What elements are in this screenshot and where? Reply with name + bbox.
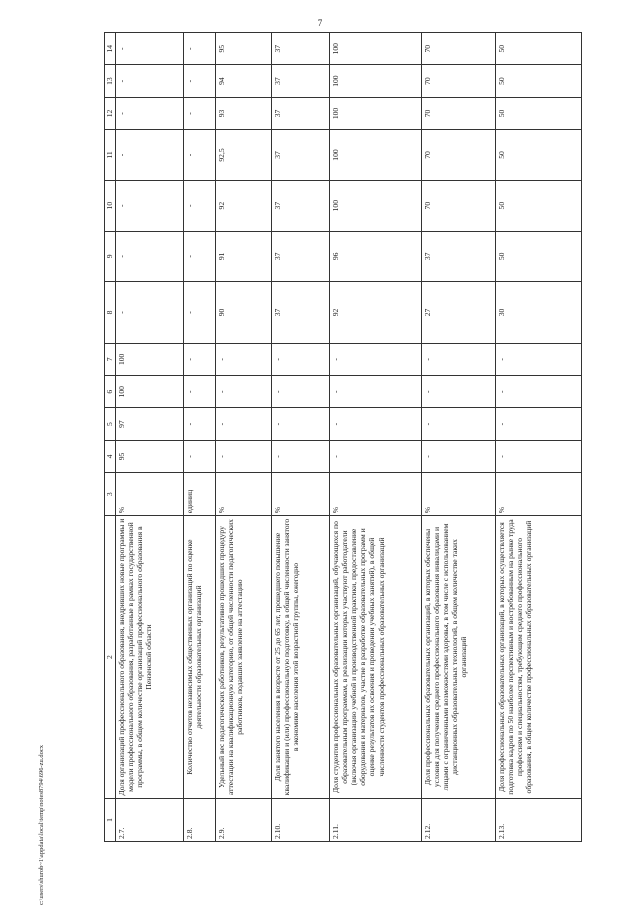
value-cell: 70 bbox=[422, 65, 496, 97]
indicator-name: Количество отчетов независимых общественных организаций по оценке деятельности образовательных организаций bbox=[184, 516, 216, 799]
row-index: 2.7. bbox=[116, 798, 184, 841]
value-cell: - bbox=[184, 65, 216, 97]
value-cell: 37 bbox=[272, 65, 330, 97]
rotated-table-container bbox=[104, 32, 540, 842]
value-cell: 90 bbox=[216, 282, 272, 343]
value-cell: - bbox=[216, 440, 272, 472]
value-cell: - bbox=[272, 440, 330, 472]
row-index: 2.13. bbox=[496, 798, 582, 841]
indicator-name: Удельный вес педагогических работников, результативно прошедших процедуру аттестации на квалификационную категорию, от общей численности педагогических работников, подавших заявление на аттестацию bbox=[216, 516, 272, 799]
value-cell: - bbox=[272, 343, 330, 375]
column-header: 4 bbox=[105, 440, 116, 472]
value-cell: 100 bbox=[330, 130, 422, 181]
table-row bbox=[116, 33, 184, 842]
value-cell: - bbox=[422, 376, 496, 408]
value-cell: - bbox=[184, 408, 216, 440]
value-cell: - bbox=[116, 33, 184, 65]
value-cell: 91 bbox=[216, 231, 272, 282]
value-cell: 37 bbox=[272, 97, 330, 129]
value-cell: - bbox=[184, 130, 216, 181]
value-cell: - bbox=[422, 343, 496, 375]
column-header: 2 bbox=[105, 516, 116, 799]
value-cell: - bbox=[116, 97, 184, 129]
unit-cell: % bbox=[272, 473, 330, 516]
value-cell: 95 bbox=[116, 440, 184, 472]
value-cell: - bbox=[184, 97, 216, 129]
table-row bbox=[272, 33, 330, 842]
unit-cell: % bbox=[116, 473, 184, 516]
value-cell: - bbox=[184, 180, 216, 231]
value-cell: 37 bbox=[422, 231, 496, 282]
column-header-row bbox=[105, 33, 116, 842]
table-row bbox=[422, 33, 496, 842]
value-cell: - bbox=[496, 408, 582, 440]
value-cell: 94 bbox=[216, 65, 272, 97]
value-cell: 37 bbox=[272, 33, 330, 65]
value-cell: 100 bbox=[116, 343, 184, 375]
value-cell: 100 bbox=[330, 33, 422, 65]
value-cell: - bbox=[116, 65, 184, 97]
value-cell: 27 bbox=[422, 282, 496, 343]
indicator-name: Доля профессиональных образовательных организаций, в которых обеспечены условия для получения среднего профессионального образования инвалидами и лицами с ограниченными возможностями здоровья, в том числе с использованием дистанционных образовательных технологий, в общем количестве таких организаций bbox=[422, 516, 496, 799]
unit-cell: % bbox=[216, 473, 272, 516]
page-number: 7 bbox=[317, 18, 323, 28]
value-cell: 93 bbox=[216, 97, 272, 129]
value-cell: 95 bbox=[216, 33, 272, 65]
value-cell: - bbox=[330, 408, 422, 440]
indicators-table bbox=[104, 32, 582, 842]
indicator-name: Доля студентов профессиональных образовательных организаций, обучающихся по образовательным программам, в реализации которых участвуют работодатели (включая организацию учебной и производственной практики, предоставление оборудования и материалов, участие в разработке образовательных программ и оценке результатов их освоения и проведении учебных занятий), в общей численности студентов профессиональных образовательных организаций bbox=[330, 516, 422, 799]
unit-cell: единиц bbox=[184, 473, 216, 516]
column-header: 3 bbox=[105, 473, 116, 516]
column-header: 10 bbox=[105, 180, 116, 231]
table-body bbox=[116, 33, 582, 842]
column-header: 6 bbox=[105, 376, 116, 408]
table-row bbox=[496, 33, 582, 842]
value-cell: 50 bbox=[496, 130, 582, 181]
value-cell: - bbox=[216, 343, 272, 375]
row-index: 2.10. bbox=[272, 798, 330, 841]
value-cell: - bbox=[116, 180, 184, 231]
value-cell: - bbox=[184, 440, 216, 472]
row-index: 2.11. bbox=[330, 798, 422, 841]
value-cell: 92 bbox=[330, 282, 422, 343]
value-cell: 70 bbox=[422, 130, 496, 181]
value-cell: - bbox=[496, 440, 582, 472]
value-cell: 100 bbox=[330, 65, 422, 97]
unit-cell: % bbox=[422, 473, 496, 516]
value-cell: 37 bbox=[272, 180, 330, 231]
value-cell: 70 bbox=[422, 180, 496, 231]
value-cell: - bbox=[496, 376, 582, 408]
column-header: 8 bbox=[105, 282, 116, 343]
row-index: 2.8. bbox=[184, 798, 216, 841]
value-cell: 37 bbox=[272, 231, 330, 282]
value-cell: 70 bbox=[422, 97, 496, 129]
indicator-name: Доля занятого населения в возрасте от 25 до 65 лет, прошедшего повышение квалификации и (или) профессиональную подготовку, в общей численности занятого в экономике населения этой возрастной группы, ежегодно bbox=[272, 516, 330, 799]
value-cell: - bbox=[422, 440, 496, 472]
value-cell: 50 bbox=[496, 97, 582, 129]
value-cell: - bbox=[216, 408, 272, 440]
value-cell: - bbox=[184, 282, 216, 343]
value-cell: - bbox=[116, 282, 184, 343]
value-cell: - bbox=[330, 440, 422, 472]
value-cell: - bbox=[216, 376, 272, 408]
value-cell: 100 bbox=[116, 376, 184, 408]
value-cell: - bbox=[330, 343, 422, 375]
unit-cell: % bbox=[496, 473, 582, 516]
table-row bbox=[184, 33, 216, 842]
value-cell: 100 bbox=[330, 97, 422, 129]
value-cell: - bbox=[116, 231, 184, 282]
value-cell: 50 bbox=[496, 33, 582, 65]
table-row bbox=[216, 33, 272, 842]
column-header: 14 bbox=[105, 33, 116, 65]
row-index: 2.9. bbox=[216, 798, 272, 841]
value-cell: 97 bbox=[116, 408, 184, 440]
value-cell: 70 bbox=[422, 33, 496, 65]
value-cell: 30 bbox=[496, 282, 582, 343]
indicator-name: Доля профессиональных образовательных организаций, в которых осуществляется подготовка кадров по 50 наиболее перспективным и востребованным на рынке труда профессиям и специальностям, требующим среднего профессионального образования, в общем количестве профессиональных образовательных организаций bbox=[496, 516, 582, 799]
value-cell: 92,5 bbox=[216, 130, 272, 181]
column-header: 7 bbox=[105, 343, 116, 375]
unit-cell: % bbox=[330, 473, 422, 516]
value-cell: 50 bbox=[496, 231, 582, 282]
value-cell: 92 bbox=[216, 180, 272, 231]
value-cell: - bbox=[272, 376, 330, 408]
file-path-footer: c:\users\shurob~1\appdata\local\temp\notes8794\696-zu.docx bbox=[38, 744, 45, 905]
table-row bbox=[330, 33, 422, 842]
value-cell: - bbox=[184, 343, 216, 375]
value-cell: - bbox=[272, 408, 330, 440]
row-index: 2.12. bbox=[422, 798, 496, 841]
column-header: 13 bbox=[105, 65, 116, 97]
value-cell: - bbox=[184, 231, 216, 282]
column-header: 9 bbox=[105, 231, 116, 282]
value-cell: 96 bbox=[330, 231, 422, 282]
column-header: 12 bbox=[105, 97, 116, 129]
column-header: 11 bbox=[105, 130, 116, 181]
value-cell: - bbox=[330, 376, 422, 408]
value-cell: 50 bbox=[496, 180, 582, 231]
indicator-name: Доля организаций профессионального образования, внедривших новые программы и модели профессионального образования, разработанные в рамках государственной программы, в общем количестве организаций профессионального образования в Пензенской области bbox=[116, 516, 184, 799]
value-cell: 37 bbox=[272, 282, 330, 343]
value-cell: - bbox=[184, 376, 216, 408]
column-header: 5 bbox=[105, 408, 116, 440]
column-header: 1 bbox=[105, 798, 116, 841]
value-cell: - bbox=[496, 343, 582, 375]
value-cell: - bbox=[184, 33, 216, 65]
value-cell: 50 bbox=[496, 65, 582, 97]
value-cell: - bbox=[116, 130, 184, 181]
value-cell: 100 bbox=[330, 180, 422, 231]
value-cell: 37 bbox=[272, 130, 330, 181]
value-cell: - bbox=[422, 408, 496, 440]
